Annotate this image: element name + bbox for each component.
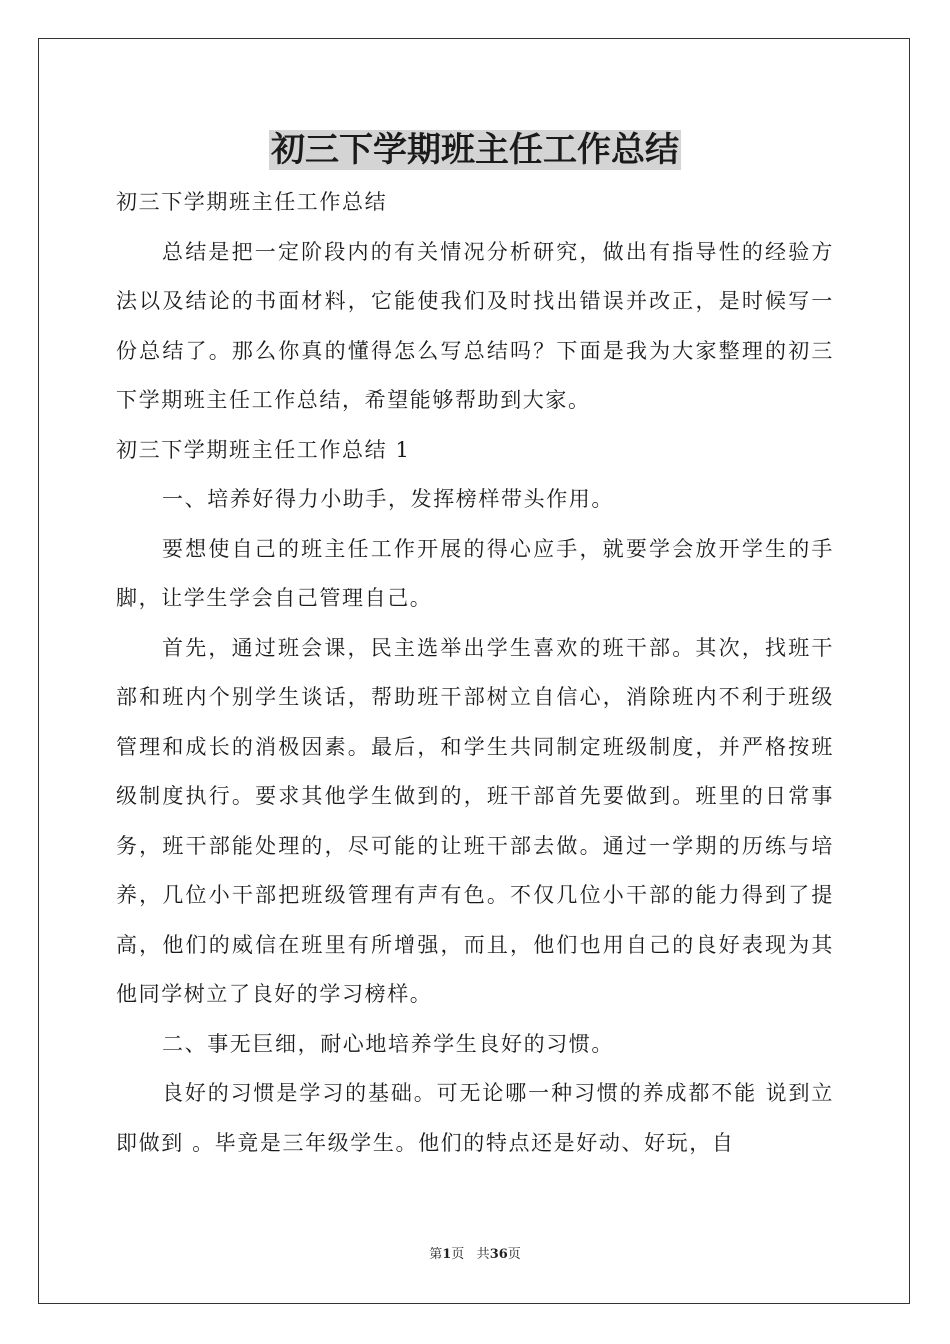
document-body	[116, 178, 834, 1168]
body-paragraph: 要想使自己的班主任工作开展的得心应手，就要学会放开学生的手脚，让学生学会自己管理自己。	[116, 536, 834, 610]
footer-page-number: 1	[442, 1247, 452, 1262]
body-paragraph: 首先，通过班会课，民主选举出学生喜欢的班干部。其次，找班干部和班内个别学生谈话，帮助班干部树立自信心，消除班内不利于班级管理和成长的消极因素。最后，和学生共同制定班级制度，并严格按班级制度执行。要求其他学生做到的，班干部首先要做到。班里的日常事务，班干部能处理的，尽可能的让班干部去做。通过一学期的历练与培养，几位小干部把班级管理有声有色。不仅几位小干部的能力得到了提高，他们的威信在班里有所增强，而且，他们也用自己的良好表现为其他同学树立了良好的学习榜样。	[116, 635, 834, 1006]
footer-prefix: 第	[429, 1247, 443, 1262]
document-title-text: 初三下学期班主任工作总结	[271, 130, 679, 170]
body-paragraph: 一、培养好得力小助手，发挥榜样带头作用。	[162, 487, 614, 511]
body-paragraph: 二、事无巨细，耐心地培养学生良好的习惯。	[162, 1031, 614, 1056]
body-paragraph: 良好的习惯是学习的基础。可无论哪一种习惯的养成都不能 说到立即做到 。毕竟是三年级学生。他们的特点还是好动、好玩，自	[116, 1081, 834, 1155]
footer-total-prefix: 共	[476, 1247, 490, 1262]
body-paragraph: 初三下学期班主任工作总结	[116, 190, 388, 214]
document-title	[0, 124, 950, 176]
footer-total-pages: 36	[489, 1247, 508, 1262]
body-paragraph: 总结是把一定阶段内的有关情况分析研究，做出有指导性的经验方法以及结论的书面材料，它能使我们及时找出错误并改正，是时候写一份总结了。那么你真的懂得怎么写总结吗？下面是我为大家整理的初三下学期班主任工作总结，希望能够帮助到大家。	[116, 239, 834, 412]
footer-total-suffix: 页	[507, 1247, 521, 1262]
footer-page-suffix: 页	[451, 1247, 465, 1262]
page-footer	[0, 1246, 950, 1264]
body-paragraph: 初三下学期班主任工作总结 1	[116, 437, 411, 462]
